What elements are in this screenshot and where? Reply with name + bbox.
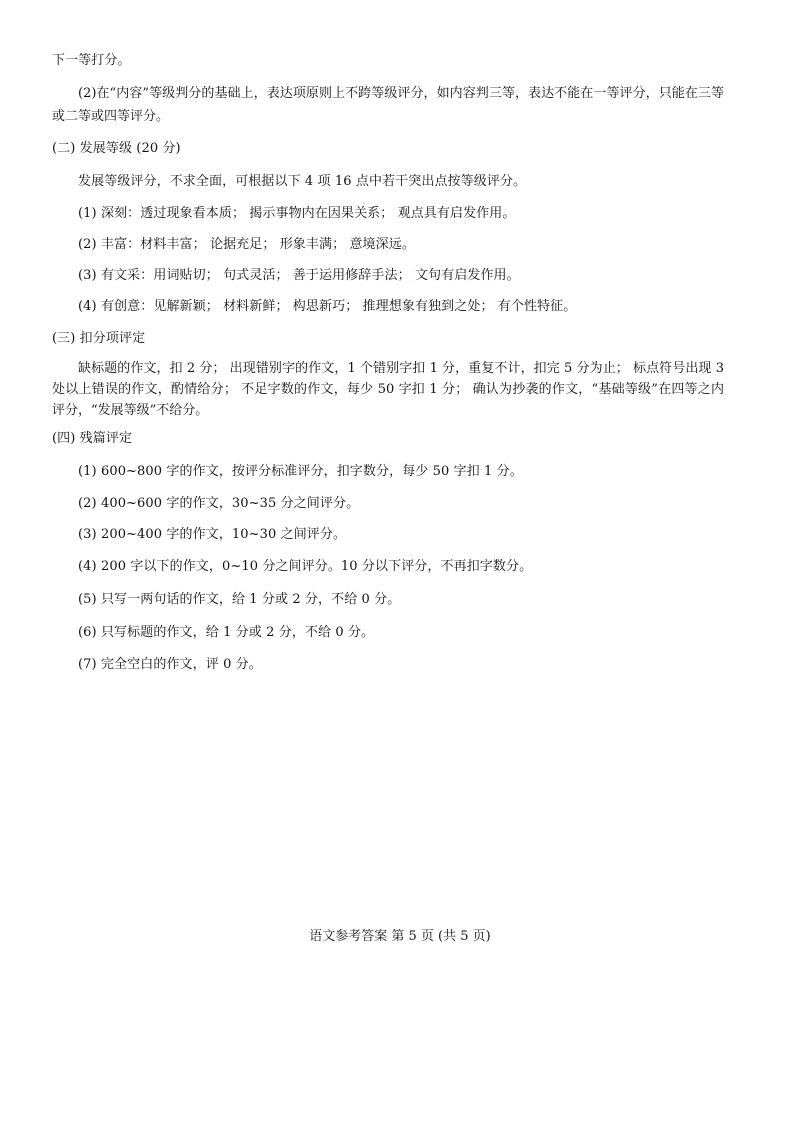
section-4-item: (1) 600~800 字的作文，按评分标准评分，扣字数分，每少 50 字扣 1 分。 [78, 464, 523, 479]
section-2-heading: (二) 发展等级 (20 分) [52, 141, 181, 156]
section-2-item: (4) 有创意：见解新颖； 材料新鲜； 构思新巧； 推理想象有独到之处； 有个性特征。 [78, 299, 577, 314]
section-2-item: (1) 深刻：透过现象看本质； 揭示事物内在因果关系； 观点具有启发作用。 [78, 206, 516, 221]
section-4-item: (6) 只写标题的作文，给 1 分或 2 分，不给 0 分。 [78, 625, 375, 640]
section-4-item: (3) 200~400 字的作文，10~30 之间评分。 [78, 527, 347, 542]
section-2-intro: 发展等级评分，不求全面，可根据以下 4 项 16 点中若干突出点按等级评分。 [78, 174, 527, 189]
section-4-item: (2) 400~600 字的作文，30~35 分之间评分。 [78, 496, 360, 511]
section-3-body: 缺标题的作文，扣 2 分； 出现错别字的作文，1 个错别字扣 1 分，重复不计，扣完 5 分为止； 标点符号出现 3 处以上错误的作文，酌情给分； 不足字数的作文，每少 50 字扣 1 分； 确认为抄袭的作文，“基础等级”在四等之内评分，“发展等级”不给分。 [52, 361, 724, 418]
section-2-item: (3) 有文采：用词贴切； 句式灵活； 善于运用修辞手法； 文句有启发作用。 [78, 268, 520, 283]
section-3-heading: (三) 扣分项评定 [52, 331, 146, 346]
page-footer: 语文参考答案 第 5 页 (共 5 页) [309, 929, 491, 944]
section-4-item: (5) 只写一两句话的作文，给 1 分或 2 分，不给 0 分。 [78, 592, 401, 607]
section-4-item: (4) 200 字以下的作文，0~10 分之间评分。10 分以下评分，不再扣字数分。 [78, 559, 533, 574]
paragraph-2: (2)在“内容”等级判分的基础上，表达项原则上不跨等级评分，如内容判三等，表达不能在一等评分，只能在三等或二等或四等评分。 [52, 86, 724, 124]
section-4-heading: (四) 残篇评定 [52, 431, 133, 446]
section-4-item: (7) 完全空白的作文，评 0 分。 [78, 657, 262, 672]
section-2-item: (2) 丰富：材料丰富； 论据充足； 形象丰满； 意境深远。 [78, 237, 415, 252]
intro-line: 下一等打分。 [52, 53, 131, 68]
